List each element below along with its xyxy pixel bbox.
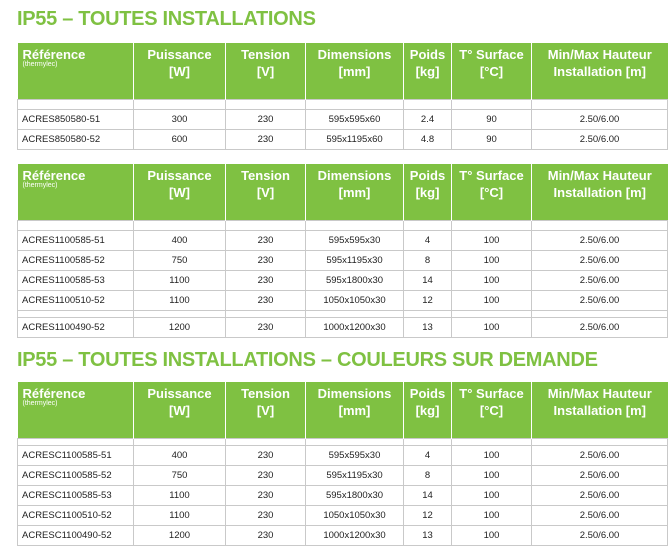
header-reference xyxy=(18,164,134,220)
table-cell: ACRES1100510-52 xyxy=(18,290,134,310)
header-puissance xyxy=(134,164,226,220)
table-cell: 2.50/6.00 xyxy=(532,525,668,545)
header-dimensions xyxy=(306,43,404,99)
table-cell: 230 xyxy=(226,129,306,149)
table-cell: 100 xyxy=(452,505,532,525)
table-cell: 300 xyxy=(134,109,226,129)
header-label: Référence xyxy=(22,386,86,401)
header-hauteur xyxy=(532,43,668,99)
header-sublabel: (thermylec) xyxy=(22,182,58,189)
table-cell: 4.8 xyxy=(404,129,452,149)
table-cell: 230 xyxy=(226,290,306,310)
header-unit: [V] xyxy=(256,403,275,418)
table-row xyxy=(18,485,668,505)
header-unit: [W] xyxy=(169,185,190,200)
table-cell: 12 xyxy=(404,290,452,310)
table-cell: 230 xyxy=(226,109,306,129)
header-unit: [kg] xyxy=(415,403,440,418)
table-cell: 595x1195x60 xyxy=(306,129,404,149)
table-cell: 595x1195x30 xyxy=(306,250,404,270)
table-cell: 2.50/6.00 xyxy=(532,250,668,270)
header-unit: [V] xyxy=(256,185,275,200)
table-cell: 750 xyxy=(134,250,226,270)
table-cell: 230 xyxy=(226,525,306,545)
table-cell: 1100 xyxy=(134,485,226,505)
table-row xyxy=(18,250,668,270)
table-cell: 595x595x60 xyxy=(306,109,404,129)
table-cell: 2.50/6.00 xyxy=(532,505,668,525)
table-cell: ACRESC1100510-52 xyxy=(18,505,134,525)
spacer-row xyxy=(18,310,668,317)
table-cell: 1000x1200x30 xyxy=(306,317,404,337)
header-unit: Installation [m] xyxy=(553,403,646,418)
table-cell: 100 xyxy=(452,230,532,250)
header-label: Poids xyxy=(409,168,446,183)
table-cell: 600 xyxy=(134,129,226,149)
table-cell: 230 xyxy=(226,465,306,485)
table-cell: 90 xyxy=(452,109,532,129)
table-cell: ACRES1100490-52 xyxy=(18,317,134,337)
spec-table-3 xyxy=(17,382,668,546)
table-row xyxy=(18,525,668,545)
header-poids xyxy=(404,43,452,99)
section-title-2: IP55 – TOUTES INSTALLATIONS – COULEURS SUR DEMANDE xyxy=(17,349,598,371)
table-cell: 1100 xyxy=(134,505,226,525)
table-cell: 1200 xyxy=(134,317,226,337)
table-cell: 90 xyxy=(452,129,532,149)
table-row xyxy=(18,445,668,465)
table-cell: 100 xyxy=(452,290,532,310)
table-cell: 8 xyxy=(404,465,452,485)
table-cell: ACRES1100585-53 xyxy=(18,270,134,290)
table-cell: 230 xyxy=(226,317,306,337)
table-row xyxy=(18,129,668,149)
header-unit: Installation [m] xyxy=(553,185,646,200)
table-cell: 100 xyxy=(452,465,532,485)
header-row xyxy=(18,43,668,99)
spacer-row xyxy=(18,438,668,445)
table-cell: ACRES850580-52 xyxy=(18,129,134,149)
table-row xyxy=(18,230,668,250)
table-cell: ACRES1100585-52 xyxy=(18,250,134,270)
spec-table-1 xyxy=(17,43,668,150)
header-unit: [mm] xyxy=(338,403,371,418)
table-cell: 13 xyxy=(404,525,452,545)
header-row xyxy=(18,164,668,220)
header-row xyxy=(18,382,668,438)
header-label: T° Surface xyxy=(459,386,524,401)
table-cell: 595x1800x30 xyxy=(306,485,404,505)
table-cell: ACRES850580-51 xyxy=(18,109,134,129)
table-row xyxy=(18,270,668,290)
header-label: Min/Max Hauteur xyxy=(547,168,652,183)
header-label: Tension xyxy=(241,386,290,401)
table-cell: 14 xyxy=(404,270,452,290)
header-label: Dimensions xyxy=(317,168,392,183)
header-unit: [mm] xyxy=(338,64,371,79)
table-cell: 100 xyxy=(452,485,532,505)
header-sublabel: (thermylec) xyxy=(22,61,58,68)
table-cell: 2.50/6.00 xyxy=(532,445,668,465)
header-label: Référence xyxy=(22,47,86,62)
table-cell: 595x1800x30 xyxy=(306,270,404,290)
table-cell: 2.50/6.00 xyxy=(532,230,668,250)
table-cell: 230 xyxy=(226,230,306,250)
table-cell: ACRESC1100490-52 xyxy=(18,525,134,545)
header-label: Tension xyxy=(241,168,290,183)
table-cell: 1200 xyxy=(134,525,226,545)
header-reference xyxy=(18,382,134,438)
header-hauteur xyxy=(532,382,668,438)
header-poids xyxy=(404,382,452,438)
table-cell: 2.50/6.00 xyxy=(532,270,668,290)
header-label: Poids xyxy=(409,386,446,401)
header-label: T° Surface xyxy=(459,168,524,183)
table-cell: 4 xyxy=(404,445,452,465)
table-cell: 100 xyxy=(452,445,532,465)
header-sublabel: (thermylec) xyxy=(22,400,58,407)
table-cell: ACRESC1100585-52 xyxy=(18,465,134,485)
table-cell: 595x595x30 xyxy=(306,230,404,250)
table-cell: ACRES1100585-51 xyxy=(18,230,134,250)
header-dimensions xyxy=(306,382,404,438)
spacer-row xyxy=(18,220,668,230)
header-puissance xyxy=(134,382,226,438)
table-cell: 2.50/6.00 xyxy=(532,485,668,505)
table-cell: 230 xyxy=(226,505,306,525)
header-unit: [kg] xyxy=(415,185,440,200)
table-cell: 230 xyxy=(226,270,306,290)
header-surface xyxy=(452,164,532,220)
table-cell: 2.50/6.00 xyxy=(532,465,668,485)
header-unit: [°C] xyxy=(479,185,504,200)
table-cell: ACRESC1100585-53 xyxy=(18,485,134,505)
table-cell: 4 xyxy=(404,230,452,250)
header-label: Dimensions xyxy=(317,386,392,401)
header-unit: [°C] xyxy=(479,403,504,418)
table-cell: 2.4 xyxy=(404,109,452,129)
header-tension xyxy=(226,43,306,99)
table-cell: 400 xyxy=(134,445,226,465)
table-cell: 2.50/6.00 xyxy=(532,317,668,337)
table-cell: 1000x1200x30 xyxy=(306,525,404,545)
table-cell: 1100 xyxy=(134,270,226,290)
header-poids xyxy=(404,164,452,220)
table-cell: 100 xyxy=(452,250,532,270)
header-puissance xyxy=(134,43,226,99)
table-row xyxy=(18,505,668,525)
table-cell: 1050x1050x30 xyxy=(306,290,404,310)
header-label: T° Surface xyxy=(459,47,524,62)
table-cell: 100 xyxy=(452,525,532,545)
table-cell: 750 xyxy=(134,465,226,485)
table-cell: 100 xyxy=(452,270,532,290)
table-cell: 2.50/6.00 xyxy=(532,129,668,149)
table-cell: 13 xyxy=(404,317,452,337)
table-cell: 12 xyxy=(404,505,452,525)
header-label: Dimensions xyxy=(317,47,392,62)
header-hauteur xyxy=(532,164,668,220)
table-cell: 230 xyxy=(226,485,306,505)
header-label: Poids xyxy=(409,47,446,62)
header-tension xyxy=(226,164,306,220)
table-cell: 8 xyxy=(404,250,452,270)
table-cell: 14 xyxy=(404,485,452,505)
table-row xyxy=(18,317,668,337)
spec-table-2 xyxy=(17,164,668,338)
header-unit: [W] xyxy=(169,64,190,79)
table-cell: 595x595x30 xyxy=(306,445,404,465)
header-unit: Installation [m] xyxy=(553,64,646,79)
table-cell: 1100 xyxy=(134,290,226,310)
header-tension xyxy=(226,382,306,438)
section-title-1: IP55 – TOUTES INSTALLATIONS xyxy=(17,8,316,30)
header-unit: [W] xyxy=(169,403,190,418)
table-cell: ACRESC1100585-51 xyxy=(18,445,134,465)
table-cell: 595x1195x30 xyxy=(306,465,404,485)
header-label: Min/Max Hauteur xyxy=(547,386,652,401)
table-cell: 1050x1050x30 xyxy=(306,505,404,525)
table-cell: 230 xyxy=(226,445,306,465)
table-row xyxy=(18,109,668,129)
header-dimensions xyxy=(306,164,404,220)
header-label: Puissance xyxy=(147,47,212,62)
header-label: Min/Max Hauteur xyxy=(547,47,652,62)
header-label: Tension xyxy=(241,47,290,62)
header-unit: [mm] xyxy=(338,185,371,200)
table-row xyxy=(18,465,668,485)
header-surface xyxy=(452,43,532,99)
table-cell: 100 xyxy=(452,317,532,337)
header-unit: [V] xyxy=(256,64,275,79)
header-unit: [kg] xyxy=(415,64,440,79)
table-cell: 230 xyxy=(226,250,306,270)
header-unit: [°C] xyxy=(479,64,504,79)
header-surface xyxy=(452,382,532,438)
header-label: Référence xyxy=(22,168,86,183)
table-cell: 2.50/6.00 xyxy=(532,290,668,310)
header-reference xyxy=(18,43,134,99)
spacer-row xyxy=(18,99,668,109)
table-cell: 400 xyxy=(134,230,226,250)
header-label: Puissance xyxy=(147,386,212,401)
table-row xyxy=(18,290,668,310)
header-label: Puissance xyxy=(147,168,212,183)
table-cell: 2.50/6.00 xyxy=(532,109,668,129)
